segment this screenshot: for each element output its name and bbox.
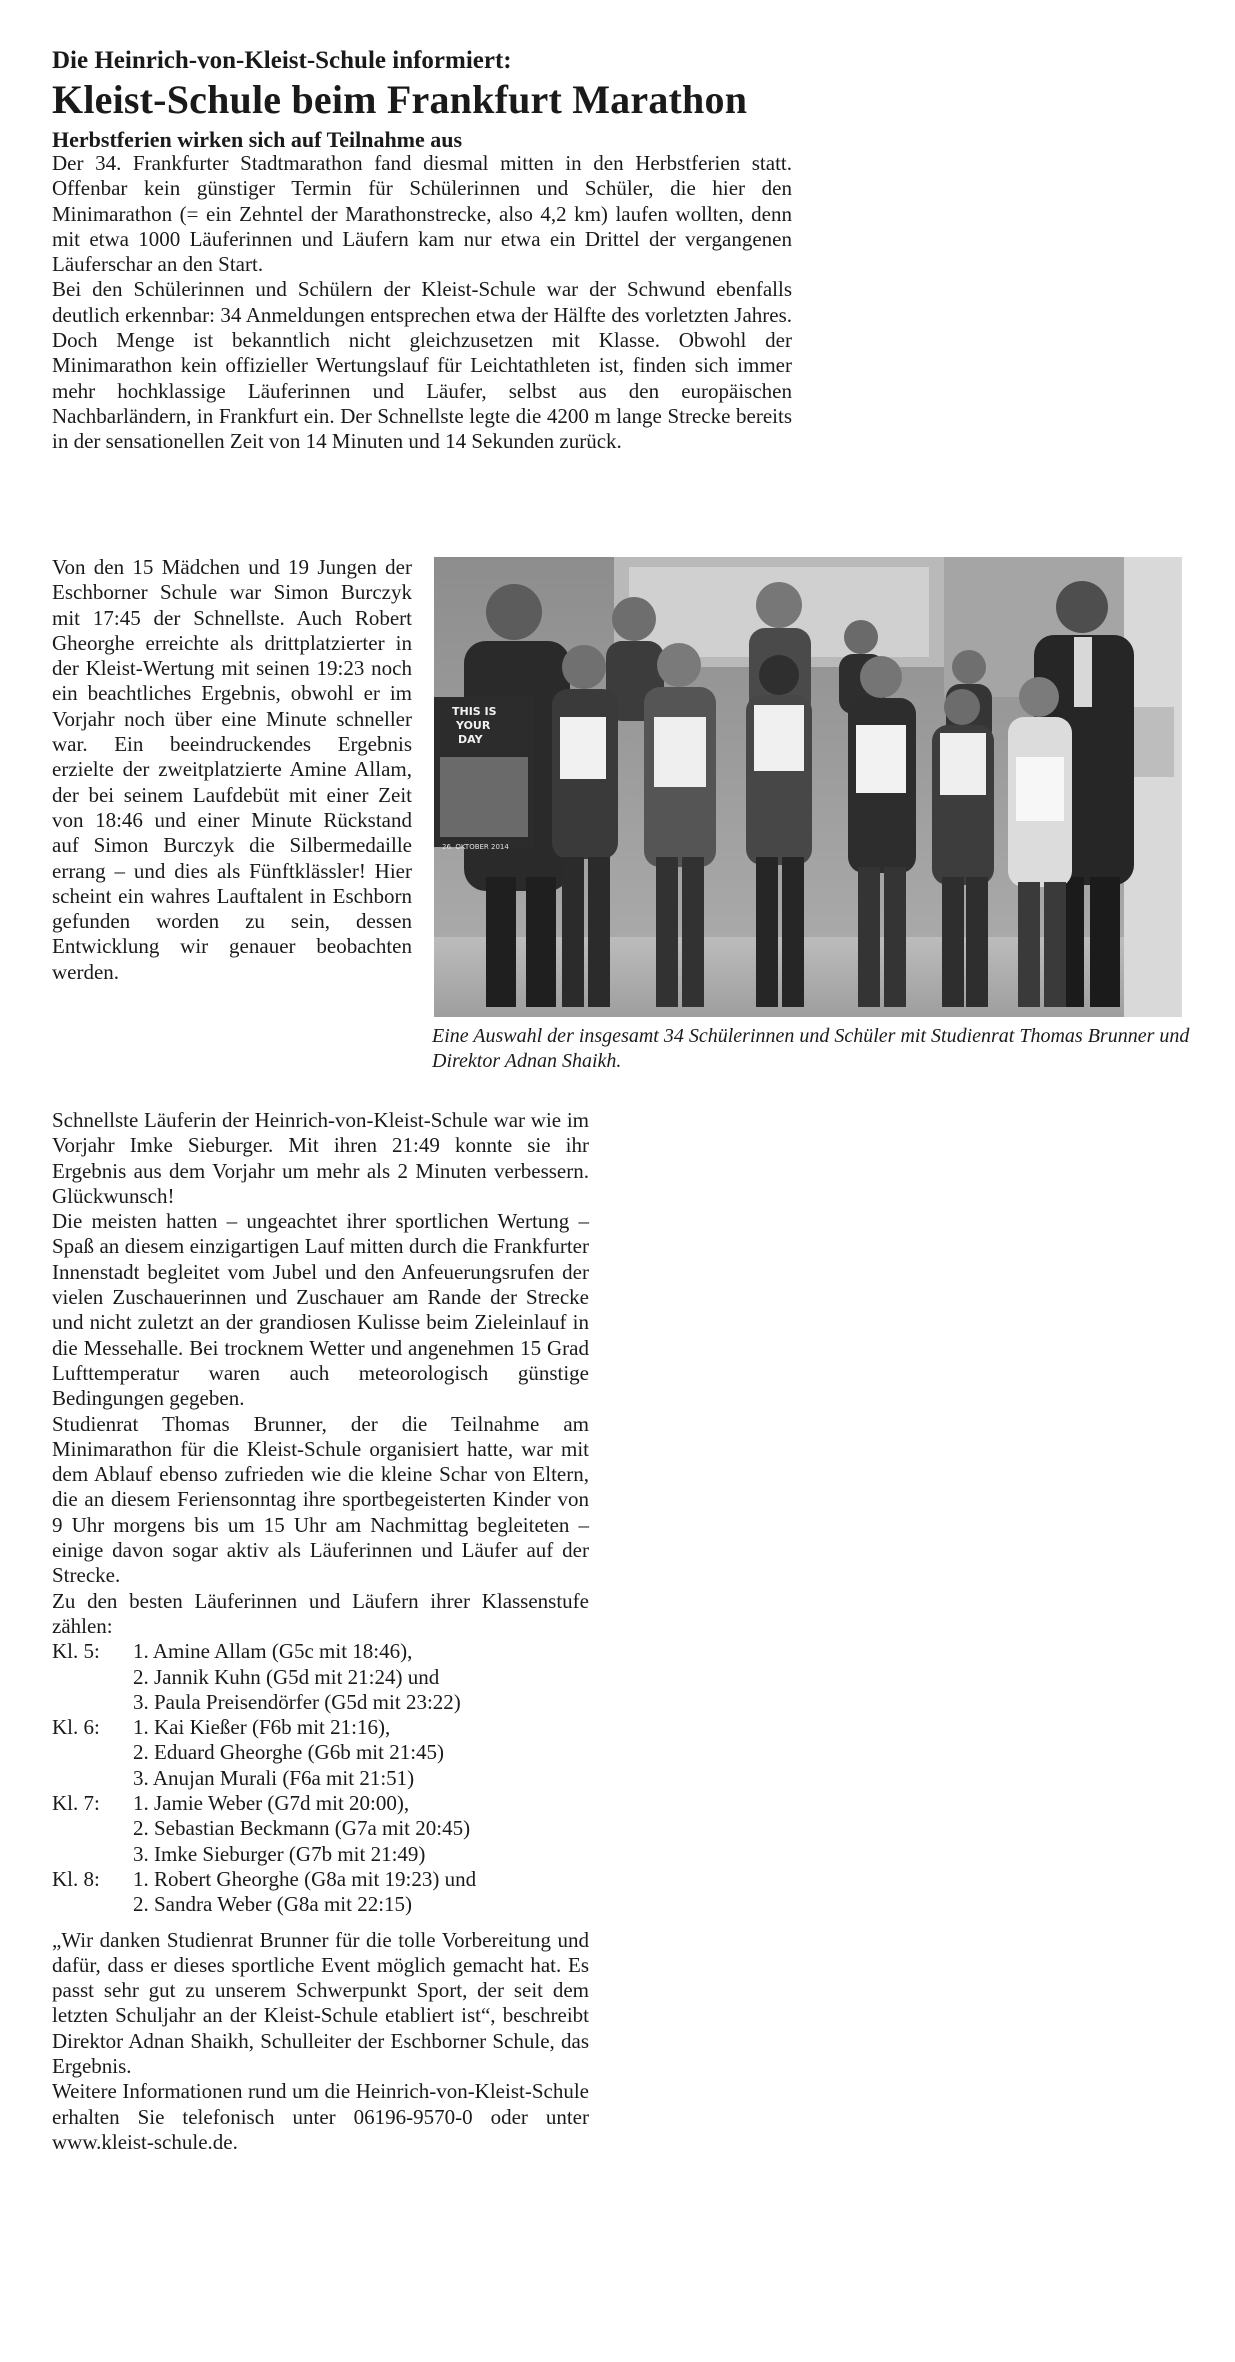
ranking-row bbox=[52, 1867, 589, 1892]
ranking-row bbox=[52, 1639, 589, 1664]
paragraph-results: Von den 15 Mädchen und 19 Jungen der Eschborner Schule war Simon Burczyk mit 17:45 der Schnellste. Auch Robert Gheorghe erreichte als drittplatzierter in der Kleist-Wertung mit seinen 19:23 noch ein beachtliches Ergebnis, obwohl er im Vorjahr noch über eine Minute schneller war. Ein beeindruckendes Ergebnis erzielte der zweitplatzierte Amine Allam, der bei seinem Laufdebüt mit einer Zeit von 18:46 und einer Minute Rückstand auf Simon Burczyk die Silbermedaille errang – und dies als Fünftklässler! Hier scheint ein wahres Lauftalent in Eschborn gefunden worden zu sein, dessen Entwicklung wir genauer beobachten werden. bbox=[52, 555, 412, 984]
ranking-row bbox=[52, 1766, 589, 1791]
article-subhead: Herbstferien wirken sich auf Teilnahme aus bbox=[52, 127, 463, 152]
poster-line-1: THIS IS bbox=[452, 705, 497, 718]
poster-date: 26. OKTOBER 2014 bbox=[442, 843, 509, 851]
paragraph-fastest-girl: Schnellste Läuferin der Heinrich-von-Kleist-Schule war wie im Vorjahr Imke Sieburger. Mit ihren 21:49 konnte sie ihr Ergebnis aus dem Vorjahr um mehr als 2 Minuten verbessern. Glückwunsch! bbox=[52, 1108, 589, 1208]
ranking-entry: 1. Robert Gheorghe (G8a mit 19:23) und bbox=[133, 1866, 477, 1891]
ranking-row bbox=[52, 1690, 589, 1715]
ranking-row bbox=[52, 1892, 589, 1917]
rankings-list bbox=[52, 1639, 589, 1917]
paragraph-registrations: Bei den Schülerinnen und Schülern der Kleist-Schule war der Schwund ebenfalls deutlich erkennbar: 34 Anmeldungen entsprechen etwa der Hälfte des vorletzten Jahres. Doch Menge ist bekanntlich nicht gleichzusetzen mit Klasse. Obwohl der Minimarathon kein offizieller Wertungslauf für Leichtathleten ist, finden sich immer mehr hochklassige Läuferinnen und Läufer, selbst aus den europäischen Nachbarländern, in Frankfurt ein. Der Schnellste legte die 4200 m lange Strecke bereits in der sensationellen Zeit von 14 Minuten und 14 Sekunden zurück. bbox=[52, 277, 792, 454]
paragraph-intro: Der 34. Frankfurter Stadtmarathon fand diesmal mitten in den Herbstferien statt. Offenbar kein günstiger Termin für Schülerinnen und Schüler, die hier den Minimarathon (= ein Zehntel der Marathonstrecke, also 4,2 km) laufen wollten, denn mit etwa 1000 Läuferinnen und Läufern kam nur etwa ein Drittel der vergangenen Läuferschar an den Start. bbox=[52, 151, 792, 277]
paragraph-contact: Weitere Informationen rund um die Heinrich-von-Kleist-Schule erhalten Sie telefonisch unter 06196-9570-0 oder unter www.kleist-schule.de. bbox=[52, 2079, 589, 2154]
ranking-class: Kl. 5: bbox=[52, 1639, 100, 1664]
ranking-entry: 2. Jannik Kuhn (G5d mit 21:24) und bbox=[133, 1664, 440, 1689]
ranking-entry: 3. Imke Sieburger (G7b mit 21:49) bbox=[133, 1841, 426, 1866]
paragraph-organizer: Studienrat Thomas Brunner, der die Teilnahme am Minimarathon für die Kleist-Schule organisiert hatte, war mit dem Ablauf ebenso zufrieden wie die kleine Schar von Eltern, die an diesem Feriensonntag ihre sportbegeisterten Kinder von 9 Uhr morgens bis um 15 Uhr am Nachmittag begleiteten – einige davon sogar aktiv als Läuferinnen und Läufer auf der Strecke. bbox=[52, 1411, 589, 1588]
ranking-entry: 2. Sandra Weber (G8a mit 22:15) bbox=[133, 1892, 413, 1917]
intro-column bbox=[52, 151, 792, 455]
kicker: Die Heinrich-von-Kleist-Schule informiert: bbox=[52, 47, 512, 74]
ranking-entry: 1. Jamie Weber (G7d mit 20:00), bbox=[133, 1791, 410, 1816]
ranking-entry: 1. Amine Allam (G5c mit 18:46), bbox=[133, 1639, 413, 1664]
paragraph-rankings-intro: Zu den besten Läuferinnen und Läufern ihrer Klassenstufe zählen: bbox=[52, 1588, 589, 1638]
group-photo-image bbox=[434, 557, 1182, 1017]
ranking-entry: 2. Sebastian Beckmann (G7a mit 20:45) bbox=[133, 1816, 471, 1841]
ranking-class: Kl. 8: bbox=[52, 1866, 100, 1891]
ranking-row bbox=[52, 1715, 589, 1740]
ranking-row bbox=[52, 1665, 589, 1690]
ranking-row bbox=[52, 1816, 589, 1841]
ranking-row bbox=[52, 1791, 589, 1816]
ranking-entry: 3. Paula Preisendörfer (G5d mit 23:22) bbox=[133, 1689, 461, 1714]
photo-caption: Eine Auswahl der insgesamt 34 Schülerinnen und Schüler mit Studienrat Thomas Brunner und Direktor Adnan Shaikh. bbox=[432, 1025, 1190, 1072]
poster-line-3: DAY bbox=[458, 733, 483, 746]
ranking-row bbox=[52, 1740, 589, 1765]
group-photo bbox=[434, 557, 1182, 1017]
side-column bbox=[52, 555, 412, 985]
ranking-entry: 1. Kai Kießer (F6b mit 21:16), bbox=[133, 1715, 391, 1740]
paragraph-atmosphere: Die meisten hatten – ungeachtet ihrer sportlichen Wertung – Spaß an diesem einzigartigen Lauf mitten durch die Frankfurter Innenstadt begleitet vom Jubel und den Anfeuerungsrufen der vielen Zuschauerinnen und Zuschauer am Rande der Strecke und nicht zuletzt an der grandiosen Kulisse beim Zieleinlauf in die Messehalle. Bei trocknem Wetter und angenehmen 15 Grad Lufttemperatur waren auch meteorologisch günstige Bedingungen gegeben. bbox=[52, 1209, 589, 1411]
ranking-entry: 3. Anujan Murali (F6a mit 21:51) bbox=[133, 1765, 415, 1790]
ranking-class: Kl. 6: bbox=[52, 1715, 100, 1740]
ranking-entry: 2. Eduard Gheorghe (G6b mit 21:45) bbox=[133, 1740, 445, 1765]
paragraph-quote: „Wir danken Studienrat Brunner für die tolle Vorbereitung und dafür, dass er dieses sportliche Event möglich gemacht hat. Es passt sehr gut zu unserem Schwerpunkt Sport, der seit dem letzten Schuljahr an der Kleist-Schule etabliert ist“, beschreibt Direktor Adnan Shaikh, Schulleiter der Eschborner Schule, das Ergebnis. bbox=[52, 1927, 589, 2078]
ranking-class: Kl. 7: bbox=[52, 1791, 100, 1816]
article-title: Kleist-Schule beim Frankfurt Marathon bbox=[52, 77, 748, 122]
main-column bbox=[52, 1108, 589, 2155]
poster-line-2: YOUR bbox=[456, 719, 491, 732]
ranking-row bbox=[52, 1842, 589, 1867]
